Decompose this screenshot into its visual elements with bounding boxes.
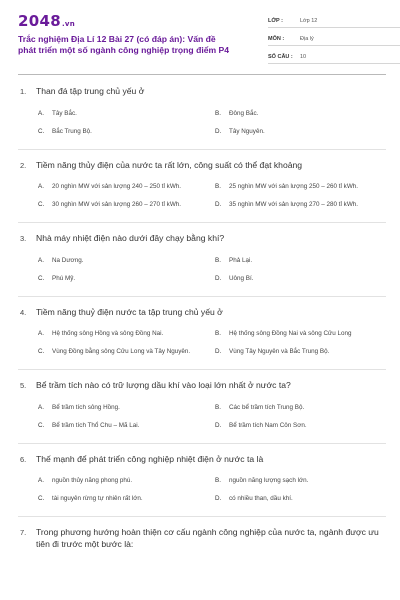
- option-text: Hệ thống sông Hồng và sông Đồng Nai.: [52, 330, 164, 338]
- document-title: Trắc nghiệm Địa Lí 12 Bài 27 (có đáp án): Vấn đề phát triển một số ngành công nghiệp trọng điểm P4: [18, 34, 230, 55]
- option-text: Uông Bí.: [229, 274, 254, 282]
- option-text: Bể trầm tích Nam Côn Sơn.: [229, 421, 307, 429]
- option-a[interactable]: [38, 399, 209, 417]
- info-value: 10: [300, 54, 307, 60]
- option-d[interactable]: [215, 490, 386, 508]
- info-row-subject: [268, 28, 400, 46]
- option-text: Đông Bắc.: [229, 109, 259, 117]
- question-1: [18, 82, 386, 150]
- info-row-class: [268, 10, 400, 28]
- option-letter: A.: [38, 477, 44, 485]
- option-letter: D.: [215, 127, 222, 135]
- info-value: Lớp 12: [300, 18, 318, 24]
- option-text: Bể trầm tích sông Hồng.: [52, 403, 120, 411]
- option-letter: C.: [38, 274, 45, 282]
- question-number: 3.: [20, 234, 27, 243]
- option-text: nguồn năng lượng sạch lớn.: [229, 477, 309, 485]
- option-text: Na Dương.: [52, 256, 84, 264]
- option-text: 30 nghìn MW với sản lượng 260 – 270 tỉ kWh.: [52, 201, 182, 209]
- option-letter: C.: [38, 201, 45, 209]
- question-number: 1.: [20, 87, 27, 96]
- question-number: 4.: [20, 307, 27, 317]
- question-number: 5.: [20, 381, 27, 390]
- option-letter: B.: [215, 403, 221, 411]
- option-d[interactable]: [215, 270, 386, 288]
- info-row-question-count: [268, 46, 400, 64]
- option-text: Tây Bắc.: [52, 109, 77, 117]
- option-letter: C.: [38, 495, 45, 503]
- option-text: Bể trầm tích Thổ Chu – Mã Lai.: [52, 421, 140, 429]
- option-text: 35 nghìn MW với sản lượng 270 – 280 tỉ kWh.: [229, 201, 359, 209]
- option-text: Các bể trầm tích Trung Bộ.: [229, 403, 305, 411]
- option-letter: A.: [38, 109, 44, 117]
- option-letter: A.: [38, 183, 44, 191]
- question-divider: [18, 296, 386, 297]
- logo-suffix: .vn: [61, 20, 76, 28]
- option-c[interactable]: [38, 196, 209, 214]
- question-5: [18, 376, 386, 444]
- option-letter: B.: [215, 109, 221, 117]
- question-4: [18, 303, 386, 371]
- option-c[interactable]: [38, 343, 209, 361]
- option-text: 25 nghìn MW với sản lượng 250 – 260 tỉ kWh.: [229, 183, 359, 191]
- option-letter: D.: [215, 274, 222, 282]
- option-text: 20 nghìn MW với sản lượng 240 – 250 tỉ kWh.: [52, 183, 182, 191]
- option-letter: D.: [215, 495, 222, 503]
- option-letter: B.: [215, 477, 221, 485]
- question-6: [18, 450, 386, 518]
- option-text: tài nguyên rừng tự nhiên rất lớn.: [52, 495, 143, 503]
- option-letter: A.: [38, 330, 44, 338]
- question-list: [18, 82, 386, 550]
- option-d[interactable]: [215, 123, 386, 141]
- option-b[interactable]: [215, 399, 386, 417]
- option-a[interactable]: [38, 472, 209, 490]
- option-b[interactable]: [215, 105, 386, 123]
- option-text: Phả Lại.: [229, 256, 253, 264]
- option-a[interactable]: [38, 325, 209, 343]
- option-letter: D.: [215, 348, 222, 356]
- option-b[interactable]: [215, 252, 386, 270]
- question-text: Nhà máy nhiệt điện nào dưới đây chạy bằng khí?: [36, 233, 225, 243]
- question-2: [18, 156, 386, 224]
- logo-text: 2048: [18, 12, 61, 30]
- option-letter: B.: [215, 183, 221, 191]
- option-letter: C.: [38, 421, 45, 429]
- option-d[interactable]: [215, 196, 386, 214]
- option-c[interactable]: [38, 490, 209, 508]
- info-value: Địa lý: [300, 36, 314, 42]
- question-divider: [18, 222, 386, 223]
- question-divider: [18, 516, 386, 517]
- option-letter: D.: [215, 421, 222, 429]
- option-b[interactable]: [215, 325, 386, 343]
- document-header: [18, 0, 386, 68]
- option-text: Hệ thống sông Đồng Nai và sông Cửu Long: [229, 330, 352, 338]
- option-letter: D.: [215, 201, 222, 209]
- option-c[interactable]: [38, 123, 209, 141]
- question-text: Bể trầm tích nào có trữ lượng dầu khí vào loại lớn nhất ở nước ta?: [36, 380, 291, 390]
- question-number: 6.: [20, 454, 27, 464]
- option-letter: A.: [38, 256, 44, 264]
- option-text: Vùng Đồng bằng sông Cửu Long và Tây Nguyên.: [52, 348, 191, 356]
- option-a[interactable]: [38, 105, 209, 123]
- option-letter: B.: [215, 256, 221, 264]
- question-number: 7.: [20, 528, 27, 537]
- option-letter: C.: [38, 127, 45, 135]
- option-text: nguồn thủy năng phong phú.: [52, 477, 133, 485]
- info-panel: [268, 10, 400, 64]
- question-divider: [18, 369, 386, 370]
- question-text: Thế mạnh để phát triển công nghiệp nhiệt điện ở nước ta là: [36, 453, 264, 464]
- option-text: Tây Nguyên.: [229, 127, 265, 135]
- header-divider: [18, 74, 386, 75]
- option-text: Phú Mỹ.: [52, 274, 76, 282]
- question-text: Tiềm năng thuỷ điện nước ta tập trung chủ yếu ở: [36, 306, 223, 317]
- option-text: Vùng Tây Nguyên và Bắc Trung Bộ.: [229, 348, 330, 356]
- question-3: [18, 229, 386, 297]
- question-number: 2.: [20, 160, 27, 170]
- option-a[interactable]: [38, 252, 209, 270]
- info-label: LỚP :: [268, 18, 283, 24]
- option-d[interactable]: [215, 343, 386, 361]
- option-text: có nhiều than, dầu khí.: [229, 495, 293, 503]
- option-b[interactable]: [215, 472, 386, 490]
- question-text: Than đá tập trung chủ yếu ở: [36, 86, 145, 96]
- option-b[interactable]: [215, 178, 386, 196]
- option-letter: B.: [215, 330, 221, 338]
- option-a[interactable]: [38, 178, 209, 196]
- question-text: Trong phương hướng hoàn thiện cơ cấu ngành công nghiệp của nước ta, ngành được ưu tiên đi trước một bước là:: [36, 527, 379, 549]
- question-divider: [18, 149, 386, 150]
- info-label: MÔN :: [268, 36, 285, 42]
- option-d[interactable]: [215, 417, 386, 435]
- option-letter: C.: [38, 348, 45, 356]
- option-letter: A.: [38, 403, 44, 411]
- option-c[interactable]: [38, 270, 209, 288]
- question-text: Tiềm năng thủy điện của nước ta rất lớn, công suất có thể đạt khoảng: [36, 159, 303, 170]
- question-divider: [18, 443, 386, 444]
- option-c[interactable]: [38, 417, 209, 435]
- option-text: Bắc Trung Bộ.: [52, 127, 92, 135]
- info-label: SỐ CÂU :: [268, 54, 293, 60]
- question-7: [18, 523, 386, 550]
